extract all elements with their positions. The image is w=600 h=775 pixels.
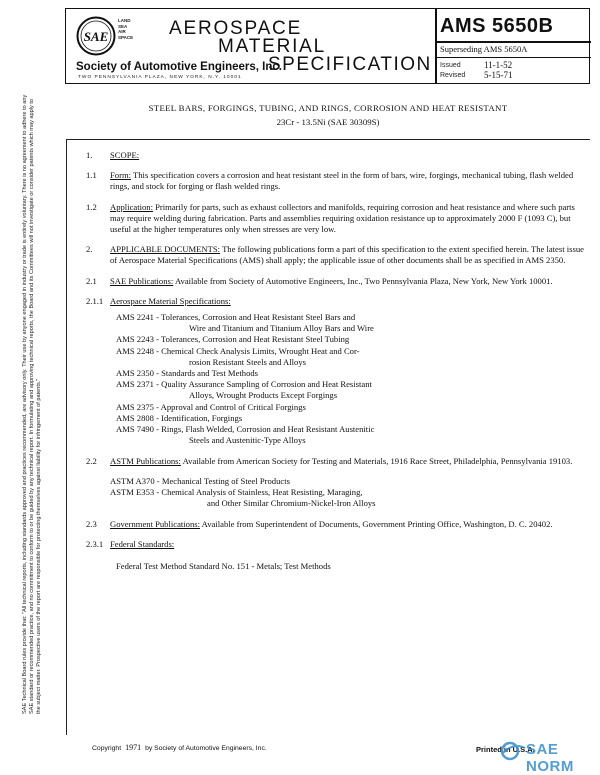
issued-date: 11-1-52 bbox=[484, 60, 513, 70]
astm-reference-list bbox=[110, 476, 586, 510]
ref-code: AMS 2375 bbox=[116, 401, 154, 412]
section-2-3-1 bbox=[86, 539, 586, 571]
ref-code: AMS 2350 bbox=[116, 368, 154, 379]
ams-ref: AMS 2350 - Standards and Test Methods bbox=[116, 368, 259, 379]
ref-code: AMS 2243 bbox=[116, 334, 154, 345]
ref-cont: and Other Similar Chromium-Nickel-Iron Alloys bbox=[207, 498, 376, 509]
logo-word: SEA bbox=[118, 23, 128, 29]
section-text: This specification covers a corrosion and heat resistant steel in the form of bars, wire, forgings, mechanical tubing, flash welded rings, and stock for forging or flash welded rings. bbox=[110, 170, 574, 192]
doc-title: STEEL BARS, FORGINGS, TUBING, AND RINGS, CORROSION AND HEAT RESISTANT bbox=[148, 103, 508, 113]
section-title: ASTM Publications: bbox=[110, 456, 181, 467]
ref-desc: Chemical Analysis of Stainless, Heat Resisting, Maraging, bbox=[161, 486, 363, 497]
section-title: APPLICABLE DOCUMENTS: bbox=[110, 244, 221, 255]
section-text: Available from Superintendent of Documents, Government Printing Office, Washington, D. C. 20402. bbox=[201, 519, 553, 530]
copyright bbox=[92, 743, 267, 752]
logo-word: AIR bbox=[118, 29, 126, 34]
ref-cont: rosion Resistant Steels and Alloys bbox=[189, 356, 306, 367]
ref-code: AMS 2808 bbox=[116, 412, 154, 423]
ref-desc: Standards and Test Methods bbox=[161, 368, 259, 379]
federal-standard: Federal Test Method Standard No. 151 - Metals; Test Methods bbox=[116, 560, 331, 571]
section-number: 2.2 bbox=[86, 456, 97, 467]
logo-word: LAND bbox=[118, 18, 131, 23]
ref-desc: Chemical Check Analysis Limits, Wrought Heat and Cor- bbox=[161, 345, 360, 356]
ams-rule-2 bbox=[435, 57, 591, 58]
section-2-1-1 bbox=[86, 296, 586, 447]
ams-ref: AMS 2243 - Tolerances, Corrosion and Heat Resistant Steel Tubing bbox=[116, 334, 350, 345]
ams-number: AMS 5650B bbox=[440, 15, 554, 37]
header-divider bbox=[435, 9, 437, 83]
ams-ref: AMS 2375 - Approval and Control of Critical Forgings bbox=[116, 401, 306, 412]
section-number: 2. bbox=[86, 244, 93, 255]
watermark bbox=[496, 740, 600, 774]
astm-ref: ASTM A370 - Mechanical Testing of Steel Products bbox=[110, 475, 290, 486]
logo-words bbox=[118, 18, 133, 40]
section-1-2 bbox=[86, 202, 586, 236]
section-text: Available from Society of Automotive Engineers, Inc., Two Pennsylvania Plaza, New York, New York 10001. bbox=[174, 275, 553, 286]
issued-label: Issued bbox=[440, 62, 461, 69]
ref-code: AMS 7490 bbox=[116, 424, 154, 435]
title-specification: SPECIFICATION bbox=[268, 54, 432, 75]
copyright-by: by Society of Automotive Engineers, Inc. bbox=[145, 745, 267, 752]
ref-code: AMS 2248 bbox=[116, 345, 154, 356]
section-2-2 bbox=[86, 456, 586, 509]
ams-ref: AMS 2371 - Quality Assurance Sampling of Corrosion and Heat Resistant Alloys, Wrought Products Except Forgings bbox=[116, 379, 586, 401]
title-rule bbox=[66, 139, 590, 140]
section-number: 2.3 bbox=[86, 519, 97, 530]
ref-desc: Tolerances, Corrosion and Heat Resistant Steel Tubing bbox=[160, 334, 350, 345]
section-number: 1.2 bbox=[86, 201, 97, 212]
ams-reference-list bbox=[116, 312, 586, 446]
watermark-text: SAE NORM bbox=[526, 741, 574, 775]
ref-desc: Mechanical Testing of Steel Products bbox=[161, 475, 290, 486]
margin-rule bbox=[66, 139, 67, 735]
ref-code: ASTM A370 bbox=[110, 475, 155, 486]
ref-desc: Tolerances, Corrosion and Heat Resistant Steel Bars and bbox=[160, 312, 356, 323]
ref-desc: Approval and Control of Critical Forgings bbox=[160, 401, 306, 412]
ref-desc: Quality Assurance Sampling of Corrosion and Heat Resistant bbox=[161, 379, 372, 390]
revised-label: Revised bbox=[440, 72, 466, 79]
section-1-1 bbox=[86, 170, 586, 192]
section-2 bbox=[86, 244, 586, 266]
side-note bbox=[4, 90, 62, 718]
ams-ref: AMS 2241 - Tolerances, Corrosion and Heat Resistant Steel Bars and Wire and Titanium and Titanium Alloy Bars and Wire bbox=[116, 312, 586, 334]
sae-logo-icon bbox=[76, 16, 116, 56]
title-aerospace: AEROSPACE bbox=[169, 18, 303, 39]
section-2-1 bbox=[86, 276, 586, 287]
ams-ref: AMS 2808 - Identification, Forgings bbox=[116, 412, 243, 423]
ref-desc: Identification, Forgings bbox=[161, 412, 243, 423]
side-note-text: SAE Technical Board rules provide that: "All technical reports, including standards approved and practices recommended, are advisory only. Their use by anyone engaged in industry or trade is entirely voluntary. There is no agreement to adhere to any SAE standard or recommended practice, and no commitment to conform to or be guided by any technical report. In formulating and approving technical reports, the Board and its Committees will not investigate or consider patents which may apply to the subject matter. Prospective users of the report are responsible for protecting themselves against liability for infringement of patents." bbox=[22, 94, 43, 714]
ref-cont: Wire and Titanium and Titanium Alloy Bars and Wire bbox=[189, 323, 374, 334]
title-material: MATERIAL bbox=[218, 36, 327, 57]
section-title: Form: bbox=[110, 170, 132, 181]
ams-ref: AMS 2248 - Chemical Check Analysis Limits, Wrought Heat and Cor- rosion Resistant Steels and Alloys bbox=[116, 346, 586, 368]
ref-code: ASTM E353 bbox=[110, 486, 155, 497]
section-2-3 bbox=[86, 519, 586, 530]
section-title: Application: bbox=[110, 201, 153, 212]
ref-desc: Rings, Flash Welded, Corrosion and Heat Resistant Austenitic bbox=[161, 424, 375, 435]
ams-ref: AMS 7490 - Rings, Flash Welded, Corrosion and Heat Resistant Austenitic Steels and Austenitic-Type Alloys bbox=[116, 424, 586, 446]
spec-header bbox=[65, 8, 590, 84]
section-number: 1.1 bbox=[86, 170, 97, 181]
spec-body bbox=[86, 150, 586, 581]
astm-ref: ASTM E353 - Chemical Analysis of Stainless, Heat Resisting, Maraging, and Other Similar Chromium-Nickel-Iron Alloys bbox=[110, 487, 586, 509]
section-title: Aerospace Material Specifications: bbox=[110, 295, 231, 306]
society-address: TWO PENNSYLVANIA PLAZA, NEW YORK, N.Y. 10001 bbox=[78, 75, 242, 80]
section-text: Available from American Society for Testing and Materials, 1916 Race Street, Philadelphia, Pennsylvania 19103. bbox=[182, 456, 573, 467]
printed-in: Printed in U.S.A. bbox=[476, 745, 535, 754]
doc-subtitle: 23Cr - 13.5Ni (SAE 30309S) bbox=[276, 117, 380, 127]
society-name: Society of Automotive Engineers, Inc. bbox=[76, 61, 282, 73]
ams-rule bbox=[435, 41, 591, 43]
logo-letters: SAE bbox=[83, 29, 109, 44]
section-title: SAE Publications: bbox=[110, 275, 174, 286]
ref-cont: Alloys, Wrought Products Except Forgings bbox=[189, 390, 338, 401]
copyright-label: Copyright bbox=[92, 745, 122, 752]
section-number: 2.1.1 bbox=[86, 295, 104, 306]
superseding: Superseding AMS 5650A bbox=[440, 44, 528, 54]
ref-code: AMS 2241 bbox=[116, 312, 154, 323]
section-number: 2.1 bbox=[86, 275, 97, 286]
ref-code: AMS 2371 bbox=[116, 379, 154, 390]
section-text: Primarily for parts, such as exhaust collectors and manifolds, requiring corrosion and heat resistance and where such parts may require welding during fabrication. Parts and assemblies requiring oxidation resistance up to approximately 2000 F (1093 C), but useful at the higher temperatures only when stresses are very low. bbox=[110, 201, 575, 235]
logo-word: SPACE bbox=[118, 34, 134, 40]
watermark-icon bbox=[498, 740, 528, 762]
section-title: SCOPE: bbox=[110, 150, 140, 160]
section-title: Government Publications: bbox=[110, 519, 200, 530]
revised-date: 5-15-71 bbox=[484, 70, 513, 80]
section-title: Federal Standards: bbox=[110, 539, 175, 550]
section-text: The following publications form a part of this specification to the extent specified herein. The latest issue of Aerospace Material Specifications (AMS) shall apply; the applicable issue of other documents shall be as specified in AMS 2350. bbox=[110, 244, 584, 266]
section-number: 1. bbox=[86, 150, 93, 160]
section-number: 2.3.1 bbox=[86, 539, 104, 550]
section-1 bbox=[86, 150, 586, 161]
ref-cont: Steels and Austenitic-Type Alloys bbox=[189, 435, 306, 446]
copyright-year: 1971 bbox=[125, 743, 142, 752]
